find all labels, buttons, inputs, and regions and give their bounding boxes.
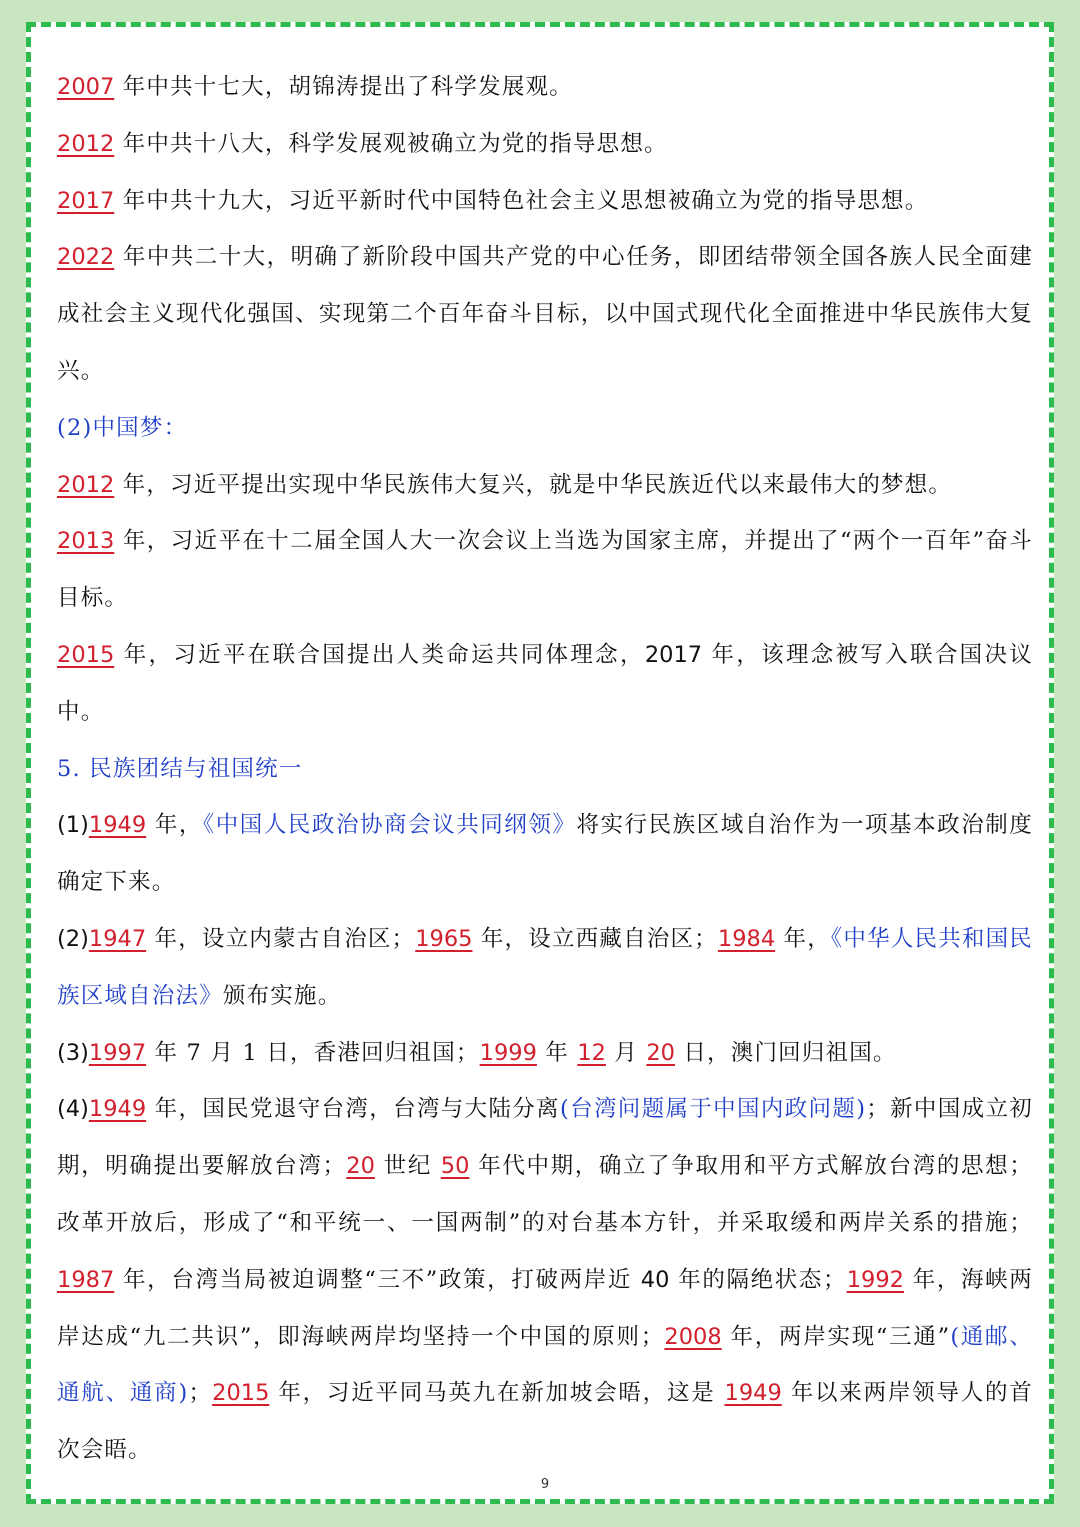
heading-chinese-dream — [57, 400, 1033, 457]
year-highlight: 20 — [646, 1039, 675, 1066]
body-text: 年，该理念被写入联合国决议中。 — [57, 641, 1033, 725]
year-highlight: 2012 — [57, 471, 115, 498]
document-content — [57, 59, 1033, 1479]
paragraph-2015-community — [57, 627, 1033, 741]
body-text: 年，台湾当局被迫调整“三不”政策，打破两岸近 — [114, 1266, 641, 1293]
year-highlight: 1984 — [717, 925, 776, 952]
year-highlight: 2012 — [57, 130, 115, 157]
paragraph-1949-common-program — [57, 797, 1033, 911]
body-text: 日，澳门回归祖国。 — [675, 1039, 897, 1066]
body-text: 年中共十七大，胡锦涛提出了科学发展观。 — [114, 74, 573, 100]
paragraph-2017-19th-congress — [57, 173, 1033, 230]
body-text: ；新中国成立初期，明确提出要解放台湾； — [57, 1096, 1033, 1180]
paragraph-2022-20th-congress — [57, 229, 1033, 399]
body-text: 年，习近平同马英九在新加坡会晤，这是 — [269, 1380, 725, 1407]
blue-emphasis: (台湾问题属于中国内政问题) — [560, 1096, 867, 1123]
paragraph-2012-18th-congress — [57, 116, 1033, 173]
year-highlight: 2008 — [664, 1323, 722, 1350]
year-highlight: 2015 — [57, 641, 115, 668]
year-highlight: 50 — [440, 1153, 470, 1180]
paragraph-2013-president — [57, 513, 1033, 627]
body-text: 月 — [605, 1039, 647, 1066]
paragraph-taiwan — [57, 1081, 1033, 1479]
body-text: 年代中期，确立了争取用和平方式解放台湾的思想；改革开放后，形成了“和平统一、一国两制”的对台基本方针，并采取缓和两岸关系的措施； — [57, 1153, 1033, 1236]
number-text: (3) — [57, 1039, 89, 1066]
body-text: 年以来两岸领导人的首次会晤。 — [57, 1380, 1034, 1464]
year-highlight: 1987 — [57, 1266, 115, 1293]
year-highlight: 12 — [577, 1039, 606, 1066]
body-text: 年，习近平在十二届全国人大一次会议上当选为国家主席，并提出了“两个一百年”奋斗目标。 — [57, 528, 1033, 612]
year-highlight: 1947 — [88, 925, 147, 952]
heading-national-unity — [57, 741, 1033, 798]
year-highlight: 1965 — [415, 925, 473, 952]
body-text: 年 7 月 1 日，香港回归祖国； — [146, 1039, 480, 1066]
body-text: 年的隔绝状态； — [669, 1266, 847, 1293]
blue-emphasis: 《中华人民共和国民族区域自治法》 — [57, 925, 1033, 1009]
number-text: (4) — [57, 1096, 89, 1123]
blue-emphasis: 5. 民族团结与祖国统一 — [57, 755, 303, 782]
body-text: 年，海峡两岸达成“九二共识”，即海峡两岸均坚持一个中国的原则； — [57, 1266, 1033, 1350]
body-text: 年中共二十大，明确了新阶段中国共产党的中心任务，即团结带领全国各族人民全面建成社会主义现代化强国、实现第二个百年奋斗目标，以中国式现代化全面推进中华民族伟大复兴。 — [57, 244, 1033, 384]
number-text: 40 — [640, 1266, 670, 1293]
paragraph-autonomous-regions — [57, 911, 1033, 1025]
number-text: 2017 — [644, 641, 703, 668]
year-highlight: 20 — [346, 1153, 375, 1180]
body-text: 将实行民族区域自治作为一项基本政治制度确定下来。 — [57, 812, 1033, 896]
body-text: 年， — [775, 925, 831, 952]
body-text: 年，设立西藏自治区； — [472, 925, 718, 952]
body-text: 年 — [536, 1039, 578, 1066]
year-highlight: 2013 — [57, 528, 115, 555]
body-text: 年，两岸实现“三通” — [721, 1323, 951, 1350]
blue-emphasis: 《中国人民政治协商会议共同纲领》 — [202, 812, 577, 839]
number-text: (1) — [57, 812, 89, 839]
paragraph-2012-dream — [57, 457, 1033, 514]
body-text: 年中共十八大，科学发展观被确立为党的指导思想。 — [114, 130, 668, 157]
number-text: (2) — [57, 925, 89, 952]
body-text: 年，习近平提出实现中华民族伟大复兴，就是中华民族近代以来最伟大的梦想。 — [114, 471, 953, 498]
year-highlight: 2017 — [57, 187, 115, 214]
year-highlight: 1992 — [846, 1266, 904, 1293]
year-highlight: 2007 — [57, 74, 115, 100]
year-highlight: 1949 — [88, 812, 147, 839]
blue-emphasis: (通邮、通航、通商) — [57, 1323, 1033, 1407]
year-highlight: 2022 — [57, 244, 115, 271]
body-text: 颁布实施。 — [222, 982, 342, 1009]
paragraph-hk-macau-return — [57, 1025, 1033, 1082]
blue-emphasis: (2)中国梦： — [57, 414, 188, 441]
year-highlight: 1999 — [479, 1039, 537, 1066]
year-highlight: 2015 — [212, 1380, 270, 1407]
body-text: 年中共十九大，习近平新时代中国特色社会主义思想被确立为党的指导思想。 — [114, 187, 929, 214]
document-sheet — [26, 22, 1054, 1504]
year-highlight: 1949 — [724, 1380, 782, 1407]
paragraph-2007-17th-congress — [57, 59, 1033, 116]
body-text: 世纪 — [374, 1153, 441, 1180]
body-text: 年， — [146, 812, 203, 839]
body-text: ； — [188, 1380, 213, 1407]
body-text: 年，设立内蒙古自治区； — [146, 925, 416, 952]
page-number: 9 — [540, 1477, 550, 1492]
year-highlight: 1997 — [88, 1039, 147, 1066]
body-text: 年，习近平在联合国提出人类命运共同体理念， — [114, 641, 645, 668]
year-highlight: 1949 — [88, 1096, 147, 1123]
body-text: 年，国民党退守台湾，台湾与大陆分离 — [146, 1096, 560, 1123]
